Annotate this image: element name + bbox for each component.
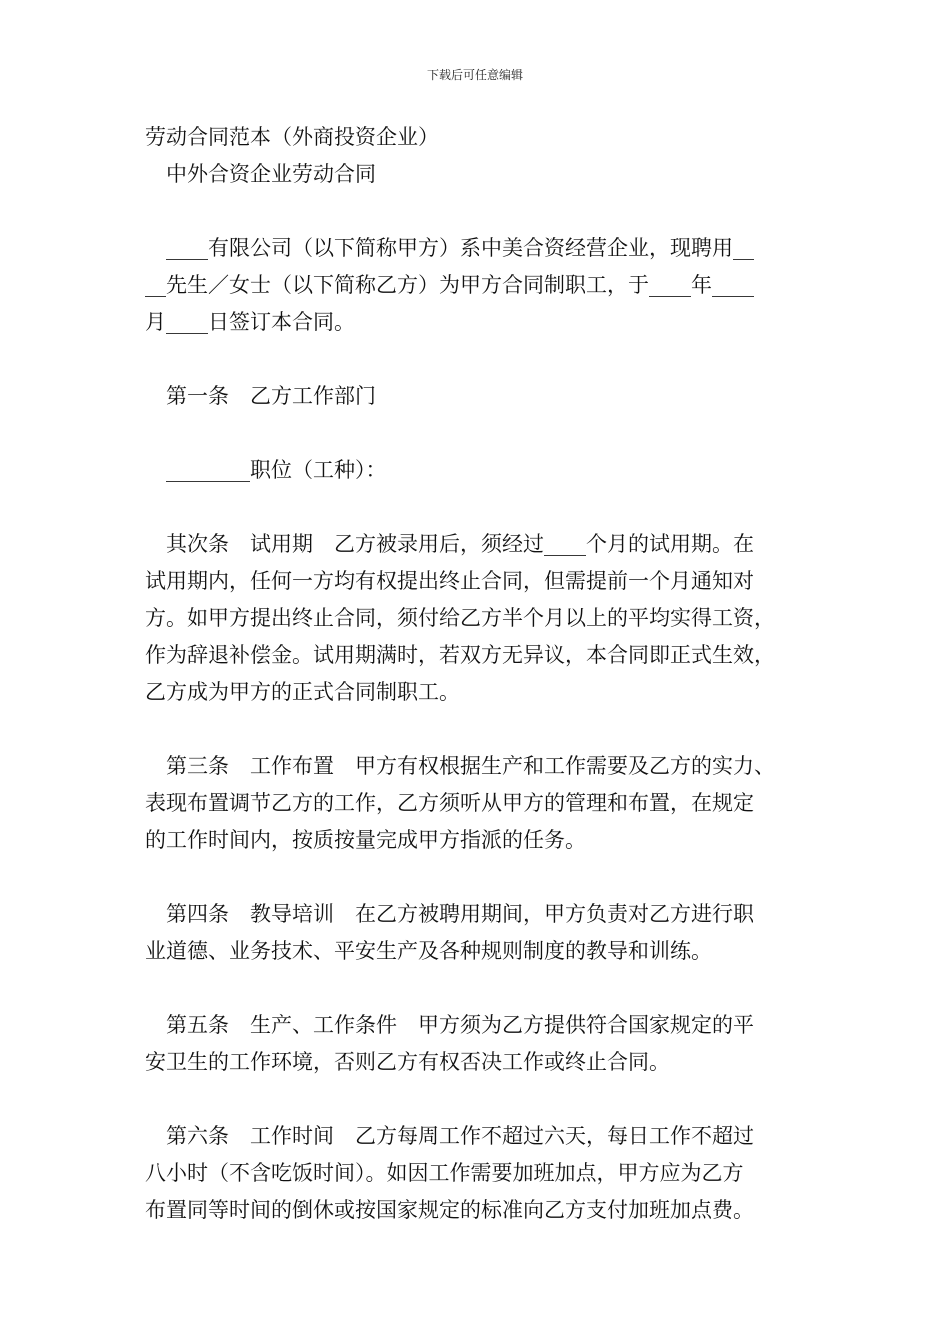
- paragraph-line: 其次条 试用期 乙方被录用后，须经过____个月的试用期。在: [166, 532, 754, 556]
- article-5: [145, 1007, 810, 1081]
- paragraph-line: 乙方成为甲方的正式合同制职工。: [145, 680, 460, 704]
- paragraph-line: 作为辞退补偿金。试用期满时，若双方无异议，本合同即正式生效，: [145, 643, 775, 667]
- paragraph-line: ________职位（工种）：: [166, 458, 387, 482]
- paragraph-line: 方。如甲方提出终止合同，须付给乙方半个月以上的平均实得工资，: [145, 606, 775, 630]
- article-1: [145, 378, 810, 415]
- document-subtitle: 中外合资企业劳动合同: [166, 162, 376, 186]
- paragraph-line: 月____日签订本合同。: [145, 310, 355, 334]
- paragraph-line: 第三条 工作布置 甲方有权根据生产和工作需要及乙方的实力、: [166, 754, 775, 778]
- paragraph-line: 第六条 工作时间 乙方每周工作不超过六天，每日工作不超过: [166, 1124, 754, 1148]
- paragraph-line: 业道德、业务技术、平安生产及各种规则制度的教导和训练。: [145, 939, 712, 963]
- page-header-note: 下载后可任意编辑: [426, 68, 523, 82]
- paragraph-line: 安卫生的工作环境，否则乙方有权否决工作或终止合同。: [145, 1050, 670, 1074]
- article-2: [145, 526, 810, 711]
- article-6: [145, 1118, 810, 1229]
- paragraph-line: 的工作时间内，按质按量完成甲方指派的任务。: [145, 828, 586, 852]
- paragraph-line: ____有限公司（以下简称甲方）系中美合资经营企业，现聘用__: [166, 236, 754, 260]
- paragraph-line: 八小时（不含吃饭时间）。如因工作需要加班加点，甲方应为乙方: [145, 1161, 744, 1185]
- document-title: 劳动合同范本（外商投资企业）: [145, 125, 439, 149]
- paragraph-line: 第一条 乙方工作部门: [166, 384, 376, 408]
- paragraph-line: 试用期内，任何一方均有权提出终止合同，但需提前一个月通知对: [145, 569, 754, 593]
- paragraph-preamble: [145, 230, 810, 341]
- paragraph-line: 第四条 教导培训 在乙方被聘用期间，甲方负责对乙方进行职: [166, 902, 754, 926]
- paragraph-line: 第五条 生产、工作条件 甲方须为乙方提供符合国家规定的平: [166, 1013, 754, 1037]
- paragraph-line: 表现布置调节乙方的工作，乙方须听从甲方的管理和布置，在规定: [145, 791, 754, 815]
- position-field: [145, 452, 810, 489]
- document-body: [145, 119, 810, 1229]
- paragraph-line: 布置同等时间的倒休或按国家规定的标准向乙方支付加班加点费。: [145, 1198, 754, 1222]
- article-4: [145, 896, 810, 970]
- paragraph-line: __先生／女士（以下简称乙方）为甲方合同制职工，于____年____: [145, 273, 754, 297]
- article-3: [145, 748, 810, 859]
